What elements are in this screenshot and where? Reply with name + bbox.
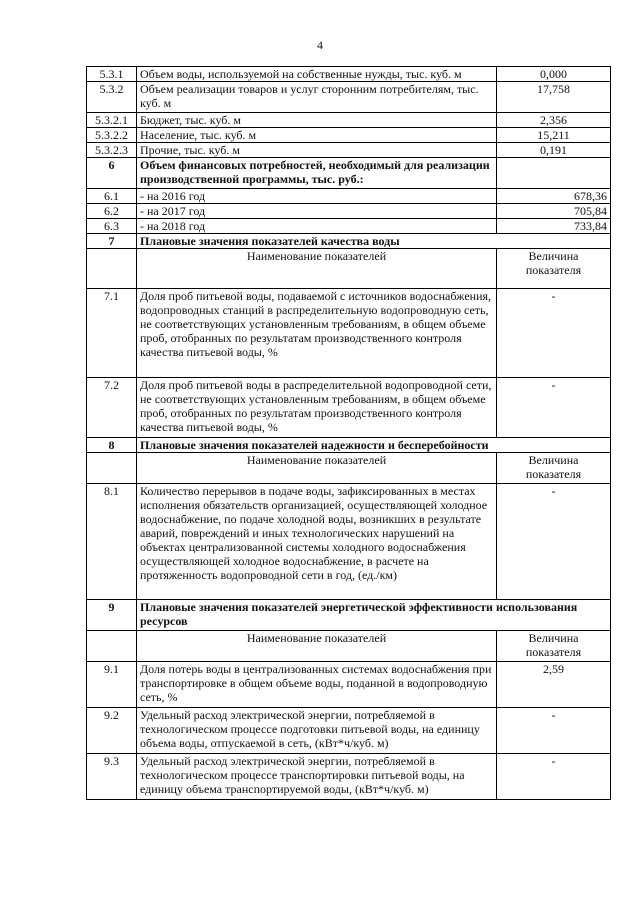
section-row-8 [87, 438, 611, 453]
empty-cell [87, 249, 137, 289]
row-number: 5.3.2.3 [87, 143, 137, 158]
header-value: Величина показателя [497, 249, 611, 289]
header-row [87, 249, 611, 289]
row-value: - [497, 378, 611, 438]
section-title: Плановые значения показателей надежности и бесперебойности [137, 438, 611, 453]
row-number: 5.3.2.1 [87, 113, 137, 128]
row-value: - [497, 484, 611, 600]
row-text: Бюджет, тыс. куб. м [137, 113, 497, 128]
empty-cell [87, 631, 137, 662]
row-text: Объем воды, используемой на собственные нужды, тыс. куб. м [137, 67, 497, 82]
row-value: - [497, 754, 611, 800]
row-value: 15,211 [497, 128, 611, 143]
row-text: Объем реализации товаров и услуг сторонним потребителям, тыс. куб. м [137, 82, 497, 113]
row-text: Население, тыс. куб. м [137, 128, 497, 143]
table-row [87, 67, 611, 82]
table-row [87, 82, 611, 113]
row-value: 678,36 [497, 189, 611, 204]
row-number: 9.3 [87, 754, 137, 800]
table-row [87, 484, 611, 600]
empty-cell [497, 158, 611, 189]
header-row [87, 453, 611, 484]
row-number: 5.3.2 [87, 82, 137, 113]
row-number: 7.1 [87, 289, 137, 378]
row-value: - [497, 289, 611, 378]
row-text: Доля потерь воды в централизованных системах водоснабжения при транспортировке в общем объеме воды, поданной в водопроводную сеть, % [137, 662, 497, 708]
row-number: 6.2 [87, 204, 137, 219]
row-value: - [497, 708, 611, 754]
row-number: 5.3.2.2 [87, 128, 137, 143]
header-name: Наименование показателей [137, 631, 497, 662]
section-number: 8 [87, 438, 137, 453]
section-row-9 [87, 600, 611, 631]
row-text: - на 2017 год [137, 204, 497, 219]
table-row [87, 289, 611, 378]
section-row-7 [87, 234, 611, 249]
row-value: 705,84 [497, 204, 611, 219]
row-text: Доля проб питьевой воды, подаваемой с источников водоснабжения, водопроводных станций в распределительную водопроводную сеть, не соответствующих установленным требованиям, в общем объеме проб, отобранных по результатам производственного контроля качества питьевой воды, % [137, 289, 497, 378]
row-number: 9.1 [87, 662, 137, 708]
row-number: 8.1 [87, 484, 137, 600]
section-title: Плановые значения показателей энергетической эффективности использования ресурсов [137, 600, 611, 631]
row-text: Прочие, тыс. куб. м [137, 143, 497, 158]
table-row [87, 754, 611, 800]
row-text: - на 2018 год [137, 219, 497, 234]
header-name: Наименование показателей [137, 249, 497, 289]
section-number: 9 [87, 600, 137, 631]
section-title: Плановые значения показателей качества воды [137, 234, 611, 249]
table-row [87, 128, 611, 143]
header-value: Величина показателя [497, 631, 611, 662]
row-value: 2,356 [497, 113, 611, 128]
row-text: Удельный расход электрической энергии, потребляемой в технологическом процессе транспортировки питьевой воды, на единицу объема транспортируемой воды, (кВт*ч/куб. м) [137, 754, 497, 800]
table-row [87, 204, 611, 219]
table-row [87, 189, 611, 204]
table-row [87, 708, 611, 754]
row-number: 6.1 [87, 189, 137, 204]
row-value: 733,84 [497, 219, 611, 234]
row-value: 0,191 [497, 143, 611, 158]
page-number: 4 [317, 38, 323, 52]
empty-cell [87, 453, 137, 484]
indicators-table [86, 66, 611, 800]
table-row [87, 662, 611, 708]
row-value: 0,000 [497, 67, 611, 82]
section-number: 7 [87, 234, 137, 249]
row-value: 2,59 [497, 662, 611, 708]
table-row [87, 378, 611, 438]
row-number: 9.2 [87, 708, 137, 754]
row-text: Количество перерывов в подаче воды, зафиксированных в местах исполнения обязательств организацией, осуществляющей холодное водоснабжение, по подаче холодной воды, возникших в результате аварий, повреждений и иных технологических нарушений на объектах централизованной системы холодного водоснабжения осуществляющей холодное водоснабжение, в расчете на протяженность водопроводной сети в год, (ед./км) [137, 484, 497, 600]
row-text: - на 2016 год [137, 189, 497, 204]
row-number: 6.3 [87, 219, 137, 234]
table-row [87, 219, 611, 234]
header-value: Величина показателя [497, 453, 611, 484]
table-row [87, 143, 611, 158]
row-number: 7.2 [87, 378, 137, 438]
row-text: Доля проб питьевой воды в распределительной водопроводной сети, не соответствующих установленным требованиям, в общем объеме проб, отобранных по результатам производственного контроля качества питьевой воды, % [137, 378, 497, 438]
row-number: 5.3.1 [87, 67, 137, 82]
section-title: Объем финансовых потребностей, необходимый для реализации производственной программы, тыс. руб.: [137, 158, 497, 189]
section-row-6 [87, 158, 611, 189]
header-name: Наименование показателей [137, 453, 497, 484]
header-row [87, 631, 611, 662]
row-value: 17,758 [497, 82, 611, 113]
section-number: 6 [87, 158, 137, 189]
table-row [87, 113, 611, 128]
row-text: Удельный расход электрической энергии, потребляемой в технологическом процессе подготовки питьевой воды, на единицу объема воды, отпускаемой в сеть, (кВт*ч/куб. м) [137, 708, 497, 754]
